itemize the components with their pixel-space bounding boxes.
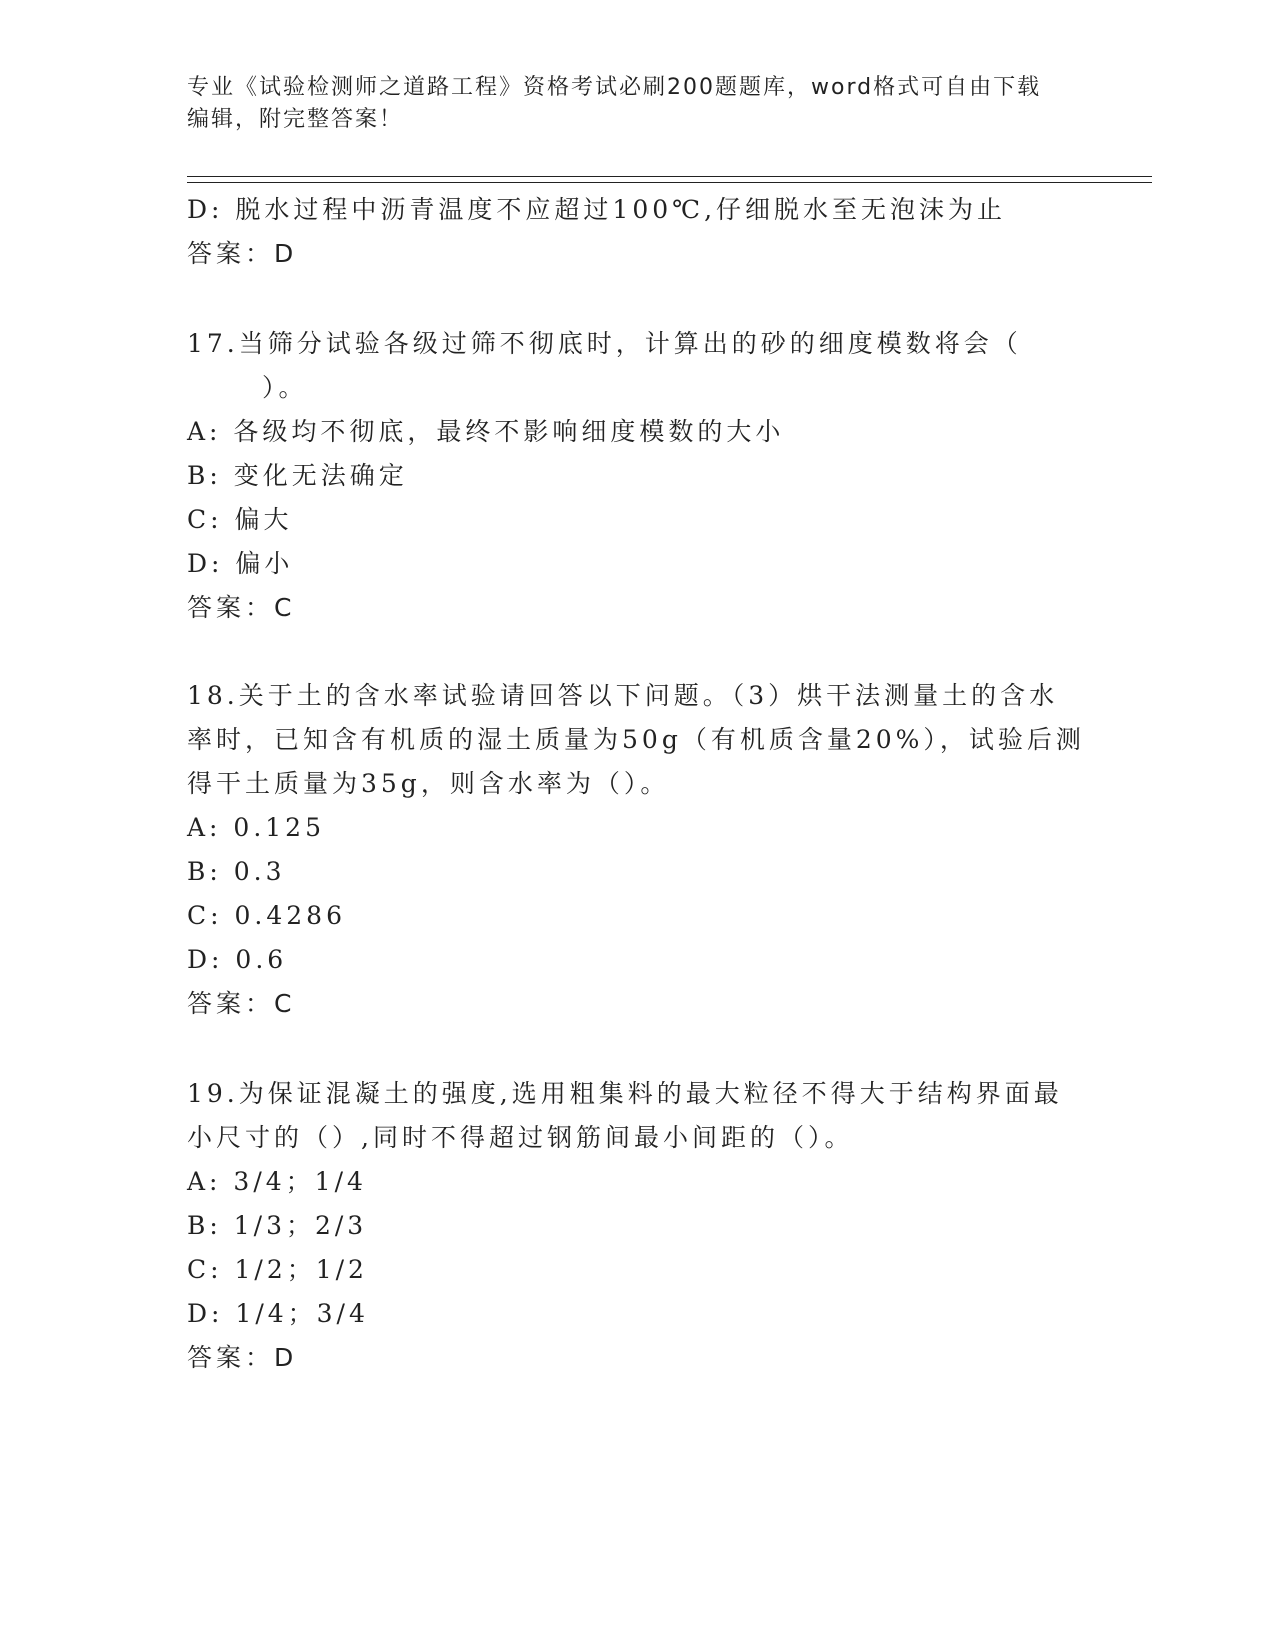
q17-option-c: C: 偏大 bbox=[187, 505, 293, 534]
q18-option-c: C: 0.4286 bbox=[187, 901, 346, 930]
q17-option-a: A: 各级均不彻底，最终不影响细度模数的大小 bbox=[187, 417, 785, 446]
q19-option-d: D: 1/4；3/4 bbox=[187, 1299, 369, 1328]
q17-stem-line-2: ）。 bbox=[262, 373, 308, 402]
q19-option-c: C: 1/2；1/2 bbox=[187, 1255, 368, 1284]
header-rule-bottom bbox=[187, 182, 1152, 183]
q18-stem-line-1: 18.关于土的含水率试验请回答以下问题。（3）烘干法测量土的含水 bbox=[187, 681, 1059, 710]
q18-option-a: A: 0.125 bbox=[187, 813, 325, 842]
q18-stem-line-2: 率时，已知含有机质的湿土质量为50g（有机质含量20%），试验后测 bbox=[187, 725, 1085, 754]
q18-stem-line-3: 得干土质量为35g，则含水率为（）。 bbox=[187, 769, 670, 798]
header-line-1: 专业《试验检测师之道路工程》资格考试必刷200题题库，word格式可自由下载 bbox=[187, 75, 1042, 100]
document-header bbox=[187, 72, 1087, 136]
q17-answer: 答案：C bbox=[187, 593, 296, 622]
q17-stem-line-1: 17.当筛分试验各级过筛不彻底时，计算出的砂的细度模数将会（ bbox=[187, 329, 1022, 358]
q18-answer: 答案：C bbox=[187, 989, 296, 1018]
q17-option-b: B: 变化无法确定 bbox=[187, 461, 408, 490]
q16-answer: 答案：D bbox=[187, 239, 298, 268]
q19-stem-line-1: 19.为保证混凝土的强度,选用粗集料的最大粒径不得大于结构界面最 bbox=[187, 1079, 1063, 1108]
q18-option-d: D: 0.6 bbox=[187, 945, 288, 974]
q16-option-d: D: 脱水过程中沥青温度不应超过100℃,仔细脱水至无泡沫为止 bbox=[187, 195, 1007, 224]
q19-stem-line-2: 小尺寸的（）,同时不得超过钢筋间最小间距的（）。 bbox=[187, 1123, 854, 1152]
header-rule-top bbox=[187, 176, 1152, 177]
q19-option-b: B: 1/3；2/3 bbox=[187, 1211, 368, 1240]
q19-option-a: A: 3/4；1/4 bbox=[187, 1167, 367, 1196]
q18-option-b: B: 0.3 bbox=[187, 857, 286, 886]
q17-option-d: D: 偏小 bbox=[187, 549, 294, 578]
q19-answer: 答案：D bbox=[187, 1343, 298, 1372]
header-line-2: 编辑，附完整答案！ bbox=[187, 107, 404, 132]
